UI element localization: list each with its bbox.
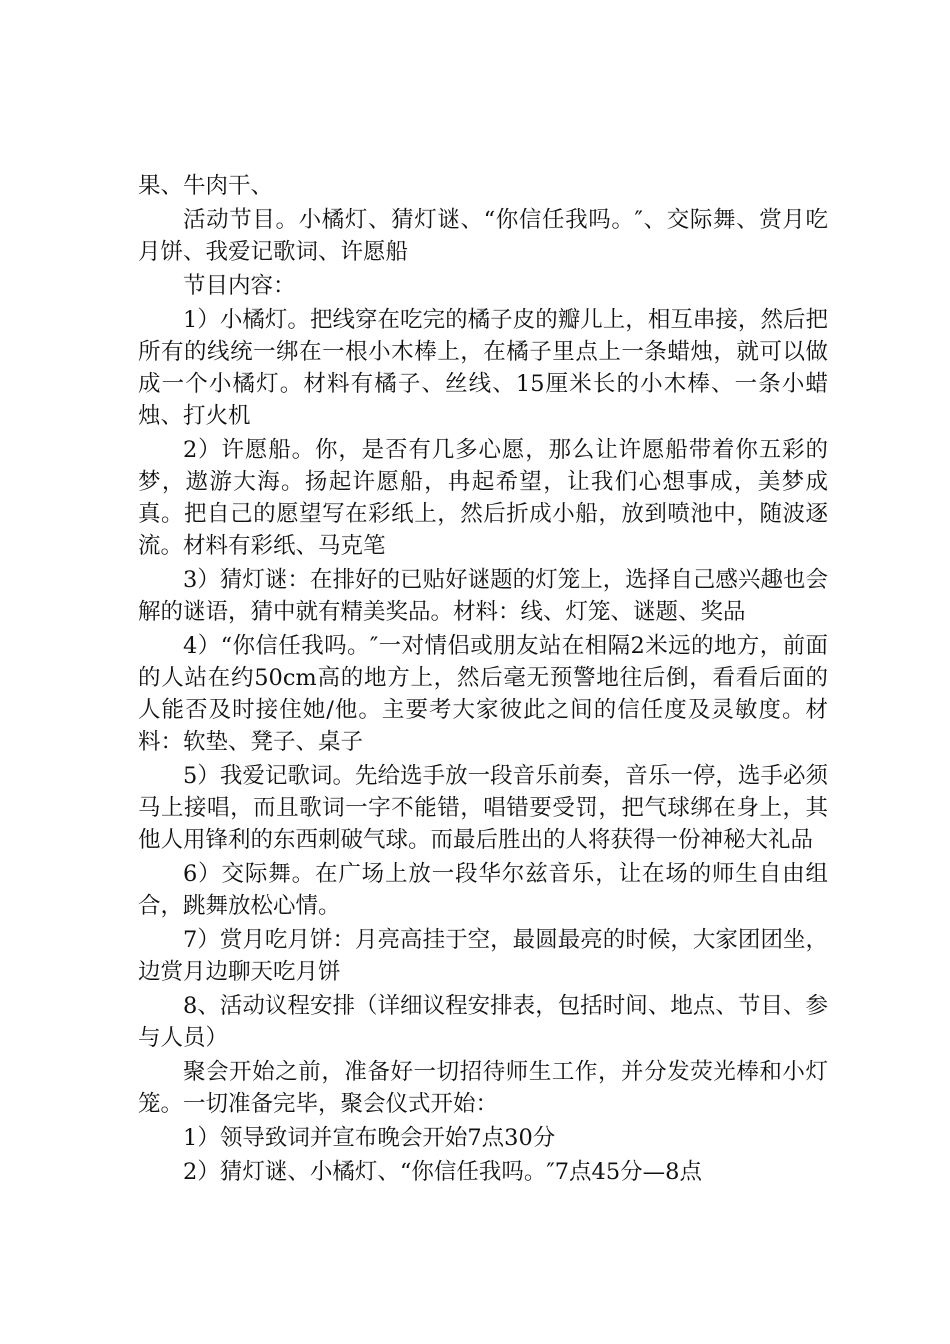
- paragraph-12: 聚会开始之前，准备好一切招待师生工作，并分发荧光棒和小灯笼。一切准备完毕，聚会仪式开始：: [138, 1059, 828, 1117]
- paragraph-5: 2）许愿船。你，是否有几多心愿，那么让许愿船带着你五彩的梦，遨游大海。扬起许愿船，冉起希望，让我们心想事成，美梦成真。把自己的愿望写在彩纸上，然后折成小船，放到喷池中，随波逐流。材料有彩纸、马克笔: [138, 437, 828, 559]
- paragraph-4: 1）小橘灯。把线穿在吃完的橘子皮的瓣儿上，相互串接，然后把所有的线统一绑在一根小木棒上，在橘子里点上一条蜡烛，就可以做成一个小橘灯。材料有橘子、丝线、15厘米长的小木棒、一条小蜡烛、打火机: [138, 307, 828, 429]
- paragraph-1: 果、牛肉干、: [138, 173, 274, 199]
- paragraph-9: 6）交际舞。在广场上放一段华尔兹音乐，让在场的师生自由组合，跳舞放松心情。: [138, 861, 828, 919]
- paragraph-6: 3）猜灯谜：在排好的已贴好谜题的灯笼上，选择自己感兴趣也会解的谜语，猜中就有精美奖品。材料：线、灯笼、谜题、奖品: [138, 567, 828, 625]
- paragraph-3: 节目内容：: [183, 273, 296, 299]
- paragraph-14: 2）猜灯谜、小橘灯、“你信任我吗。″7点45分—8点: [183, 1159, 702, 1185]
- paragraph-10: 7）赏月吃月饼：月亮高挂于空，最圆最亮的时候，大家团团坐，边赏月边聊天吃月饼: [138, 927, 828, 985]
- paragraph-13: 1）领导致词并宣布晚会开始7点30分: [183, 1125, 556, 1151]
- paragraph-7: 4）“你信任我吗。″一对情侣或朋友站在相隔2米远的地方，前面的人站在约50cm高的地方上，然后毫无预警地往后倒，看看后面的人能否及时接住她/他。主要考大家彼此之间的信任度及灵敏度。材料：软垫、凳子、桌子: [138, 633, 828, 755]
- document-page: [138, 170, 828, 1190]
- paragraph-8: 5）我爱记歌词。先给选手放一段音乐前奏，音乐一停，选手必须马上接唱，而且歌词一字不能错，唱错要受罚，把气球绑在身上，其他人用锋利的东西刺破气球。而最后胜出的人将获得一份神秘大礼品: [138, 763, 828, 853]
- paragraph-2: 活动节目。小橘灯、猜灯谜、“你信任我吗。″、交际舞、赏月吃月饼、我爱记歌词、许愿船: [138, 207, 828, 265]
- paragraph-11: 8、活动议程安排（详细议程安排表，包括时间、地点、节目、参与人员）: [138, 993, 828, 1051]
